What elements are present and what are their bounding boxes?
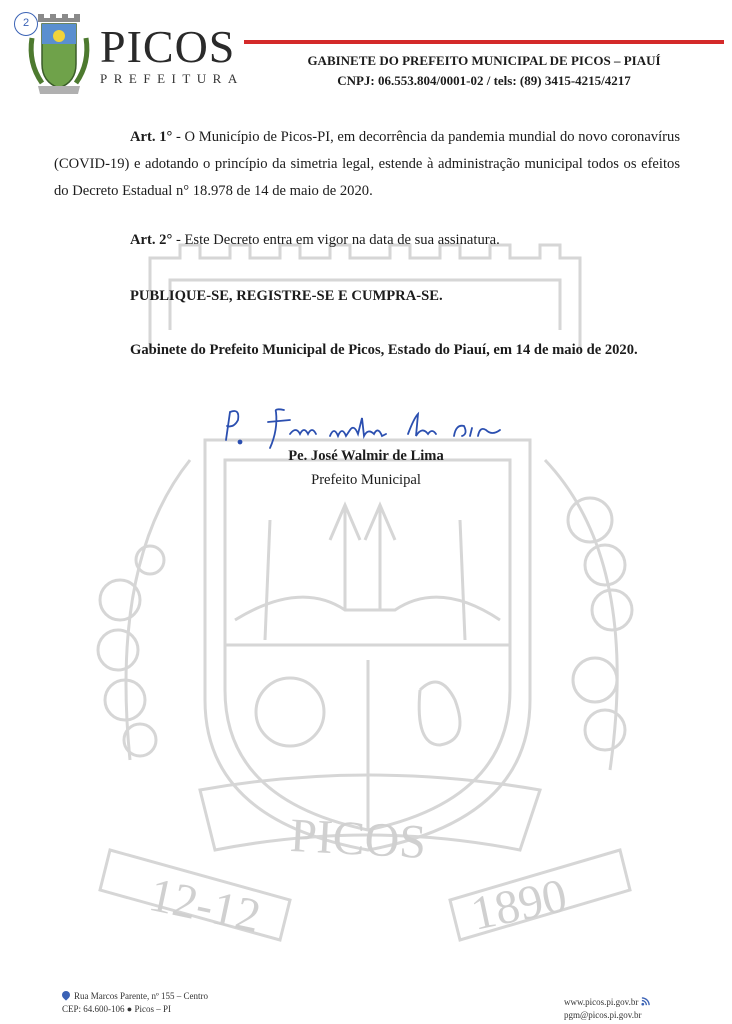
address-line-1: Rua Marcos Parente, nº 155 – Centro bbox=[74, 991, 209, 1001]
publication-order: PUBLIQUE-SE, REGISTRE-SE E CUMPRA-SE. bbox=[130, 288, 443, 304]
rss-icon bbox=[641, 997, 650, 1006]
handwritten-signature bbox=[218, 404, 518, 454]
watermark-city: PICOS bbox=[288, 808, 428, 870]
brand-block bbox=[100, 21, 244, 87]
footer-address bbox=[62, 990, 208, 1016]
article-2-label: Art. 2° bbox=[130, 232, 173, 248]
signer-role: Prefeito Municipal bbox=[311, 472, 421, 488]
watermark-left-date: 12-12 bbox=[144, 868, 266, 944]
city-crest-logo bbox=[24, 8, 94, 98]
brand-name: PICOS bbox=[100, 21, 236, 72]
article-1 bbox=[54, 124, 680, 205]
signing-place-date: Gabinete do Prefeito Municipal de Picos, Estado do Piauí, em 14 de maio de 2020. bbox=[130, 342, 638, 358]
office-title: GABINETE DO PREFEITO MUNICIPAL DE PICOS – PIAUÍ bbox=[307, 53, 661, 68]
office-contact: CNPJ: 06.553.804/0001-02 / tels: (89) 3415-4215/4217 bbox=[337, 73, 631, 88]
article-1-text: - O Município de Picos-PI, em decorrência da pandemia mundial do novo coronavírus (COVID-19) e adotando o princípio da simetria legal, estende à administração municipal todos os efeitos do Decreto Estadual n° 18.978 de 14 de maio de 2020. bbox=[54, 129, 680, 199]
website-link[interactable]: www.picos.pi.gov.br bbox=[564, 997, 639, 1007]
footer-web bbox=[564, 996, 650, 1022]
email-link[interactable]: pgm@picos.pi.gov.br bbox=[564, 1010, 642, 1020]
location-pin-icon bbox=[60, 989, 71, 1000]
article-2 bbox=[130, 232, 500, 249]
watermark-right-year: 1890 bbox=[466, 868, 572, 941]
address-line-2: CEP: 64.600-106 ● Picos – PI bbox=[62, 1004, 171, 1014]
brand-subtitle: PREFEITURA bbox=[100, 71, 244, 86]
article-2-text: - Este Decreto entra em vigor na data de sua assinatura. bbox=[172, 232, 500, 248]
header-red-rule bbox=[244, 40, 724, 44]
page-number-badge: 2 bbox=[14, 12, 38, 36]
article-1-label: Art. 1° bbox=[130, 129, 173, 145]
signer-name: Pe. José Walmir de Lima bbox=[288, 448, 444, 464]
